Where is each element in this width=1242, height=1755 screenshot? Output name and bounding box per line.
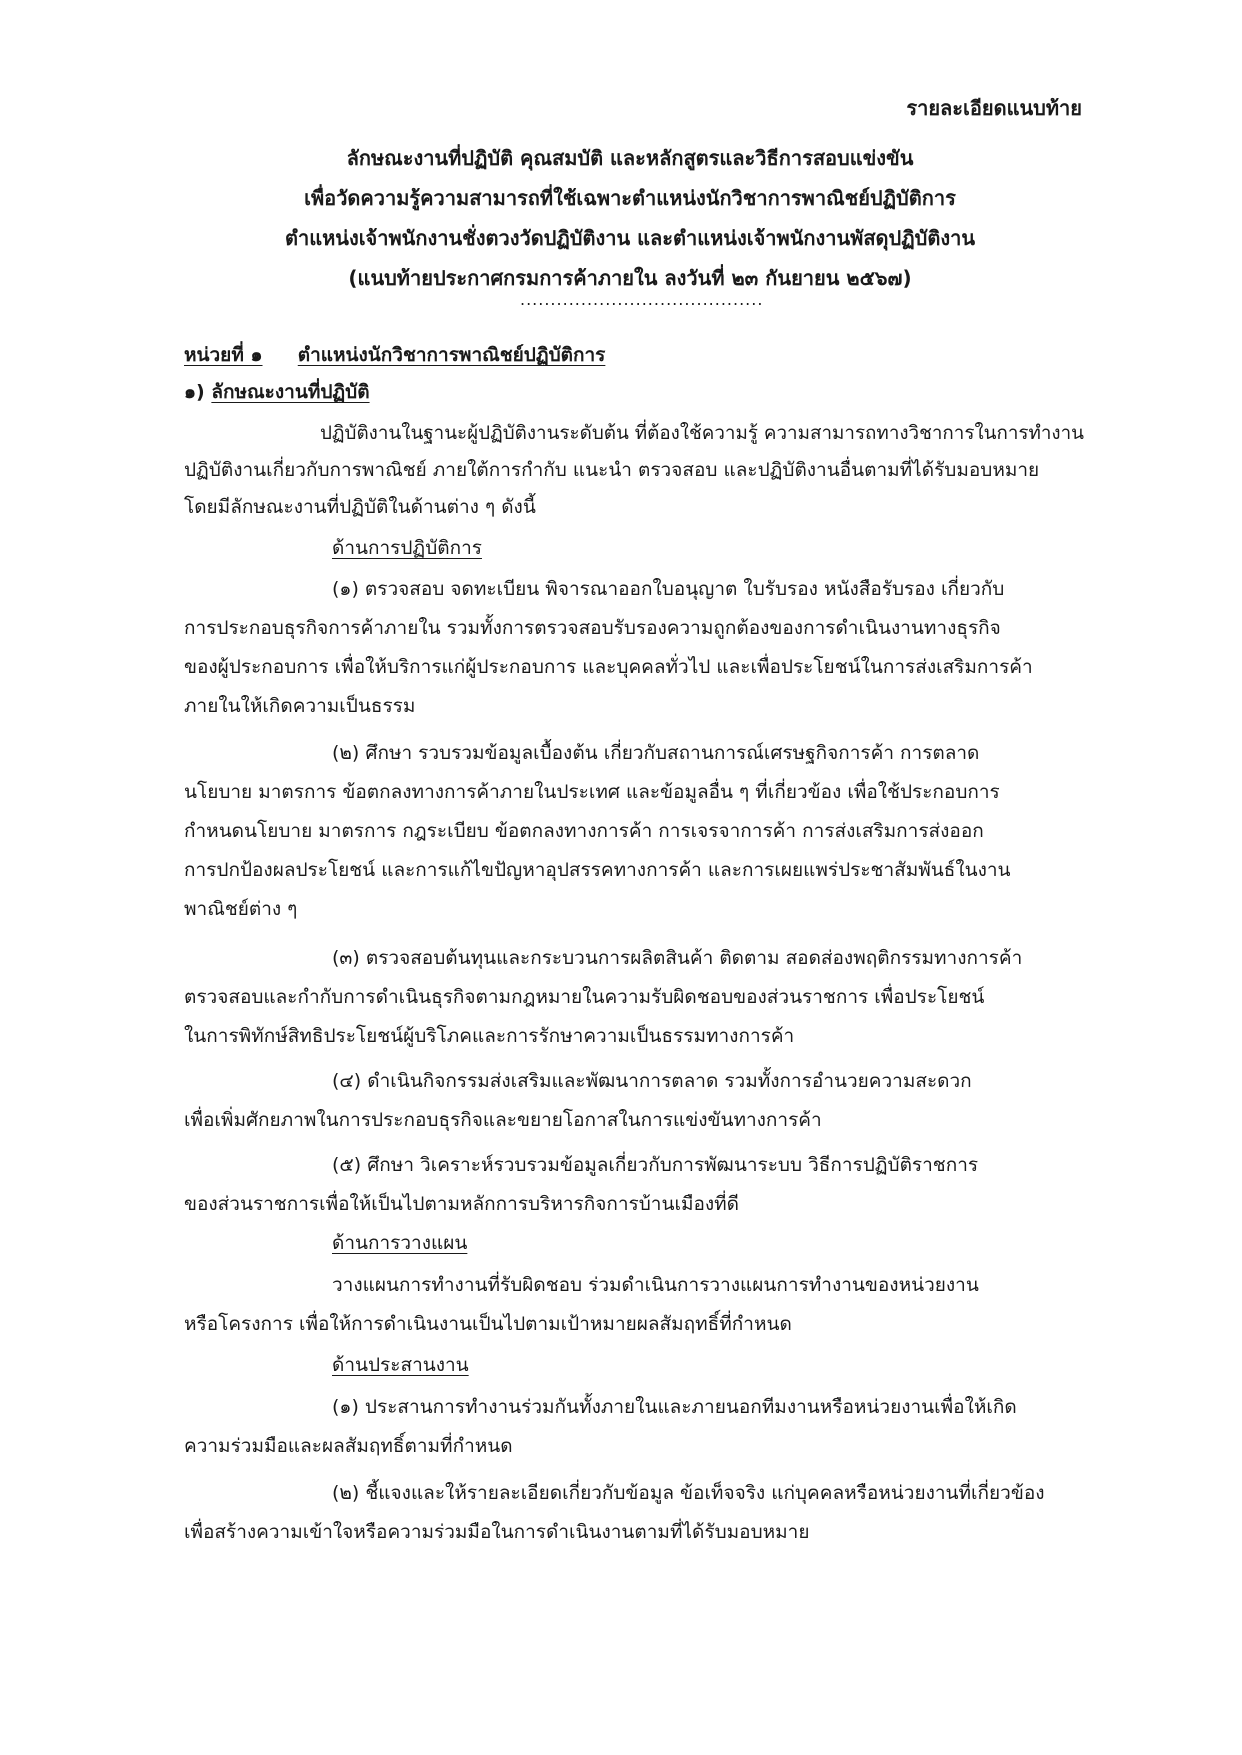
operations-item-4-line-2: เพื่อเพิ่มศักยภาพในการประกอบธุรกิจและขยายโอกาสในการแข่งขันทางการค้า: [184, 1109, 822, 1131]
operations-item-4-line-1: (๔) ดำเนินกิจกรรมส่งเสริมและพัฒนาการตลาด รวมทั้งการอำนวยความสะดวก: [332, 1070, 972, 1092]
attachment-label: รายละเอียดแนบท้าย: [906, 96, 1082, 120]
operations-item-2-line-2: นโยบาย มาตรการ ข้อตกลงทางการค้าภายในประเทศ และข้อมูลอื่น ๆ ที่เกี่ยวข้อง เพื่อใช้ประกอบการ: [184, 781, 1000, 803]
operations-item-5-line-1: (๕) ศึกษา วิเคราะห์รวบรวมข้อมูลเกี่ยวกับการพัฒนาระบบ วิธีการปฏิบัติราชการ: [332, 1154, 979, 1176]
intro-line-2: ปฏิบัติงานเกี่ยวกับการพาณิชย์ ภายใต้การกำกับ แนะนำ ตรวจสอบ และปฏิบัติงานอื่นตามที่ได้รับมอบหมาย: [184, 459, 1040, 481]
operations-item-3-line-1: (๓) ตรวจสอบต้นทุนและกระบวนการผลิตสินค้า ติดตาม สอดส่องพฤติกรรมทางการค้า: [332, 947, 1023, 969]
section-heading: [184, 377, 370, 407]
operations-item-1-line-4: ภายในให้เกิดความเป็นธรรม: [184, 695, 416, 717]
title-line-3: ตำแหน่งเจ้าพนักงานชั่งตวงวัดปฏิบัติงาน และตำแหน่งเจ้าพนักงานพัสดุปฏิบัติงาน: [284, 226, 976, 250]
title-line-2: เพื่อวัดความรู้ความสามารถที่ใช้เฉพาะตำแหน่งนักวิชาการพาณิชย์ปฏิบัติการ: [304, 186, 956, 210]
section-title: ลักษณะงานที่ปฏิบัติ: [211, 381, 370, 403]
unit-heading: [184, 340, 605, 370]
planning-heading: ด้านการวางแผน: [332, 1232, 468, 1254]
operations-item-2-line-3: กำหนดนโยบาย มาตรการ กฎระเบียบ ข้อตกลงทางการค้า การเจรจาการค้า การส่งเสริมการส่งออก: [184, 820, 984, 842]
coordination-item-2-line-1: (๒) ชี้แจงและให้รายละเอียดเกี่ยวกับข้อมูล ข้อเท็จจริง แก่บุคคลหรือหน่วยงานที่เกี่ยวข้อง: [332, 1482, 1045, 1504]
planning-line-2: หรือโครงการ เพื่อให้การดำเนินงานเป็นไปตามเป้าหมายผลสัมฤทธิ์ที่กำหนด: [184, 1313, 792, 1335]
operations-item-1-line-3: ของผู้ประกอบการ เพื่อให้บริการแก่ผู้ประกอบการ และบุคคลทั่วไป และเพื่อประโยชน์ในการส่งเสริมการค้า: [184, 656, 1033, 678]
operations-item-1-line-1: (๑) ตรวจสอบ จดทะเบียน พิจารณาออกใบอนุญาต ใบรับรอง หนังสือรับรอง เกี่ยวกับ: [332, 578, 1005, 600]
intro-line-1: ปฏิบัติงานในฐานะผู้ปฏิบัติงานระดับต้น ที่ต้องใช้ความรู้ ความสามารถทางวิชาการในการทำงาน: [320, 422, 1085, 444]
separator-dots: ........................................: [520, 290, 764, 309]
title-line-1: ลักษณะงานที่ปฏิบัติ คุณสมบัติ และหลักสูตรและวิธีการสอบแข่งขัน: [346, 146, 914, 170]
operations-item-1-line-2: การประกอบธุรกิจการค้าภายใน รวมทั้งการตรวจสอบรับรองความถูกต้องของการดำเนินงานทางธุรกิจ: [184, 617, 1001, 639]
title-line-4: (แนบท้ายประกาศกรมการค้าภายใน ลงวันที่ ๒๓ กันยายน ๒๕๖๗): [348, 266, 912, 290]
operations-item-3-line-2: ตรวจสอบและกำกับการดำเนินธุรกิจตามกฎหมายในความรับผิดชอบของส่วนราชการ เพื่อประโยชน์: [184, 986, 985, 1008]
operations-item-2-line-4: การปกป้องผลประโยชน์ และการแก้ไขปัญหาอุปสรรคทางการค้า และการเผยแพร่ประชาสัมพันธ์ในงาน: [184, 859, 1011, 881]
intro-line-3: โดยมีลักษณะงานที่ปฏิบัติในด้านต่าง ๆ ดังนี้: [184, 496, 536, 518]
unit-label: หน่วยที่ ๑: [184, 344, 263, 366]
operations-item-3-line-3: ในการพิทักษ์สิทธิประโยชน์ผู้บริโภคและการรักษาความเป็นธรรมทางการค้า: [184, 1025, 795, 1047]
operations-item-2-line-1: (๒) ศึกษา รวบรวมข้อมูลเบื้องต้น เกี่ยวกับสถานการณ์เศรษฐกิจการค้า การตลาด: [332, 742, 980, 764]
coordination-item-1-line-1: (๑) ประสานการทำงานร่วมกันทั้งภายในและภายนอกทีมงานหรือหน่วยงานเพื่อให้เกิด: [332, 1396, 1017, 1418]
document-title: [180, 138, 1080, 298]
section-number: ๑): [184, 381, 205, 403]
operations-heading: ด้านการปฏิบัติการ: [332, 537, 482, 559]
coordination-heading: ด้านประสานงาน: [332, 1354, 469, 1376]
coordination-item-1-line-2: ความร่วมมือและผลสัมฤทธิ์ตามที่กำหนด: [184, 1435, 513, 1457]
operations-item-2-line-5: พาณิชย์ต่าง ๆ: [184, 898, 298, 920]
planning-line-1: วางแผนการทำงานที่รับผิดชอบ ร่วมดำเนินการวางแผนการทำงานของหน่วยงาน: [332, 1274, 979, 1296]
operations-item-5-line-2: ของส่วนราชการเพื่อให้เป็นไปตามหลักการบริหารกิจการบ้านเมืองที่ดี: [184, 1193, 740, 1215]
coordination-item-2-line-2: เพื่อสร้างความเข้าใจหรือความร่วมมือในการดำเนินงานตามที่ได้รับมอบหมาย: [184, 1521, 810, 1543]
unit-position: ตำแหน่งนักวิชาการพาณิชย์ปฏิบัติการ: [297, 344, 606, 366]
